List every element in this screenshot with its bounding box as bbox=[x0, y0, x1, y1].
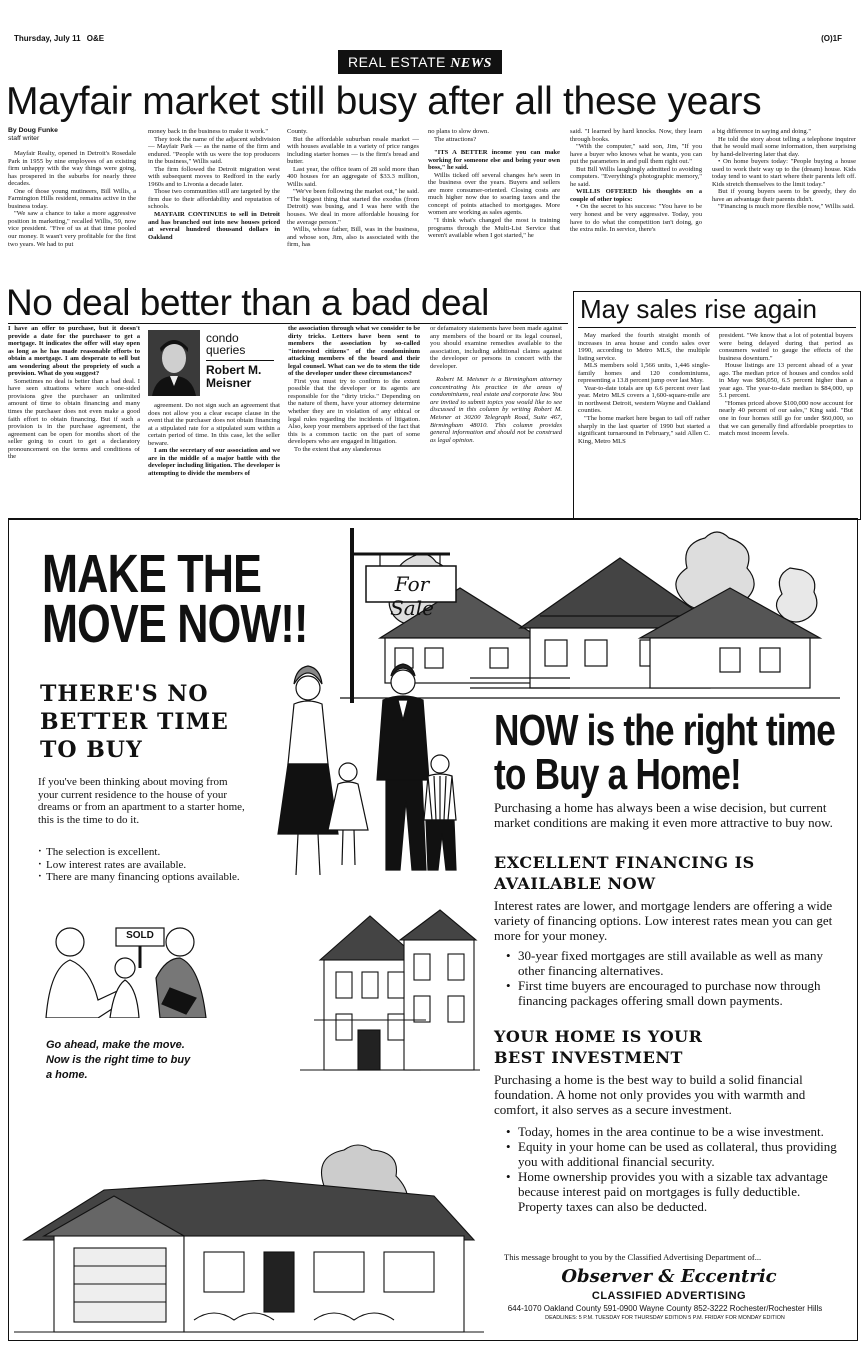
brand-name: Observer & Eccentric bbox=[561, 1266, 777, 1287]
caption-line: Now is the right time to buy bbox=[46, 1054, 191, 1066]
bullet-item: • Equity in your home can be used as collateral, thus providing you with additional financial security. bbox=[504, 1139, 844, 1169]
headline-line: BETTER TIME bbox=[40, 709, 229, 735]
byline bbox=[8, 127, 58, 143]
financing-heading bbox=[494, 852, 755, 894]
sold-sign-text: SOLD bbox=[126, 930, 154, 941]
question: the association through what we consider to be dirty tricks. Letters have been sent to members the association by so-called "interested citizens" of the condominium attacking members of the board and their legal counsel. What can we do to stem the tide of the developer under these circumstances? bbox=[288, 325, 420, 378]
family-illustration bbox=[258, 660, 478, 890]
mayfair-column-3 bbox=[287, 128, 419, 274]
paragraph: But Bill Willis laughingly admitted to avoiding computers. "Everything's photographic memory," he said. bbox=[570, 165, 702, 188]
paragraph: MLS members sold 1,566 units, 1,446 single-family homes and 120 condominiums, representing a 13.8 percent jump over last May. bbox=[578, 362, 710, 385]
mayfair-column-4 bbox=[428, 128, 560, 274]
paragraph: MAYFAIR CONTINUES to sell in Detroit and has branched out into new houses priced at several hundred thousand dollars in Oakland bbox=[148, 211, 280, 241]
financing-text: Interest rates are lower, and mortgage lenders are offering a wide variety of financing options. Low interest rates mean you can get more for your money. bbox=[494, 898, 833, 943]
sponsor-message: This message brought to you by the Classified Advertising Department of... bbox=[504, 1252, 762, 1262]
left-ad-caption bbox=[46, 1038, 190, 1083]
bullet-item: • 30-year fixed mortgages are still available as well as many other financing alternatives. bbox=[504, 948, 844, 978]
headline-may-sales: May sales rise again bbox=[580, 294, 817, 324]
paragraph: "Financing is much more flexible now," Willis said. bbox=[718, 203, 855, 211]
columnist-photo bbox=[148, 330, 200, 396]
paragraph: He told the story about telling a telephone inquirer that he would mail some information, then surprising by hand-delivering later that day. bbox=[712, 135, 856, 158]
banner-label-news: NEWS bbox=[450, 56, 492, 71]
paragraph: "With the computer," said son, Jim, "If you have a buyer who knows what he wants, you can put the parameters in and pull them right out." bbox=[570, 143, 702, 166]
headline-line: TO BUY bbox=[40, 737, 143, 763]
paragraph: agreement. Do not sign such an agreement that does not allow you a clear escape clause in the event that the purchaser does not obtain financing at a stipulated rate for a stipulated sum within a certain period of time. In this case, let the seller beware. bbox=[148, 402, 280, 447]
condo-column-2 bbox=[148, 402, 280, 513]
left-ad-intro: If you've been thinking about moving from your current residence to the house of your dreams or from an apartment to a starter home, this is the time to do it. bbox=[38, 776, 245, 826]
paragraph: or defamatory statements have been made against any members of the board or its legal counsel, you should examine remedies available to the association, including additional claims against the developer or persons in concert with the developer. bbox=[430, 325, 562, 370]
paragraph: To the extent that any slanderous bbox=[294, 445, 381, 453]
for-sale-sign-text: For Sale bbox=[390, 572, 434, 620]
paragraph: WILLIS OFFERED his thoughts on a couple of other topics: bbox=[570, 188, 702, 203]
paragraph: Willis, whose father, Bill, was in the business, and whose son, Jim, also is associated with the firm, has bbox=[287, 226, 419, 249]
paragraph: "Homes priced above $100,000 now account for nearly 40 percent of our sales," King said. "But one in four homes still go for under $60,000, so that we can generally find affordable proeprties to match most inceem levels. bbox=[719, 399, 853, 438]
right-ad-headline-1: NOW is the right time bbox=[494, 706, 836, 755]
paragraph: Those two communities still are targeted by the firm due to their affordability and reputation of schools. bbox=[148, 188, 280, 211]
ranch-house-icon bbox=[14, 1140, 484, 1336]
condo-column-1 bbox=[8, 325, 140, 513]
mayfair-column-5 bbox=[570, 128, 702, 274]
paragraph: a big difference in saying and doing." bbox=[712, 128, 812, 135]
paragraph: "We saw a chance to take a more aggressive position in marketing," recalled Willis, 59, now vice president. "Five of us at that time pooled our money. It wasn't very profitable for the first two years. We had to put bbox=[8, 210, 136, 248]
bullet-item: • Today, homes in the area continue to be a wise investment. bbox=[504, 1124, 844, 1139]
paragraph: "ITS A BETTER income you can make working for someone else and being your own boss," he said. bbox=[428, 149, 560, 172]
caption-line: Go ahead, make the move. bbox=[46, 1039, 185, 1051]
left-ad-bullets bbox=[38, 846, 250, 884]
author-bio: Robert M. Meisner is a Birmingham attorney concentrating his practice in the areas of condominiums, real estate and corporate law. You are invited to submit topics you would like to see discussed in this column by writing Robert M. Meisner at 30200 Telegraph Road, Suite 467, Birmingham 48010. This column provides general information and should not be construed as legal opinion. bbox=[430, 376, 562, 444]
banner-label: REAL ESTATE bbox=[348, 54, 446, 70]
date-line bbox=[14, 34, 104, 43]
heading-line: EXCELLENT FINANCING IS bbox=[494, 853, 755, 872]
page-number: (O)1F bbox=[821, 34, 842, 43]
paragraph: Mayfair Realty, opened in Detroit's Rosedale Park in 1955 by nine employees of an existing firm unhappy with the way things were going, has prospered in the suburbs for nearly three decades. bbox=[8, 150, 136, 188]
paragraph: Year-to-date totals are up 6.6 percent over last year. Metro MLS covers a 1,600-square-mile are in northwest Detroit, western Wayne and Oakland counties. bbox=[578, 384, 710, 415]
paragraph: Sometimes no deal is better than a bad deal. I have seen situations where such one-sided provisions give the purchaser an unlimited amount of time to obtain financing and many times the purchaser does not even make a good faith effort to obtain financing. But if such a provision is in the purchase agreement, the agreement can be open for months short of the seller going to court to get a declaratory pronouncement on the terms and conditions of the bbox=[8, 377, 140, 461]
investment-bullets bbox=[504, 1124, 844, 1214]
author-name: Robert M. bbox=[206, 363, 262, 377]
mayfair-column-6 bbox=[712, 128, 856, 274]
family-icon bbox=[258, 660, 478, 890]
condo-column-4 bbox=[430, 325, 562, 513]
paragraph: May marked the fourth straight month of increases in area house and condo sales over 1990, according to Metro MLS, the multiple listing service. bbox=[578, 332, 710, 362]
victorian-house-illustration bbox=[300, 900, 480, 1080]
financing-bullets bbox=[504, 948, 844, 1008]
headline-line: THERE'S NO bbox=[40, 681, 209, 707]
ad-title-line-2: MOVE NOW!! bbox=[42, 594, 308, 654]
paragraph: But the affordable suburban resale market — with houses available in a variety of price ranges including starter homes — is the firm's bread and butter. bbox=[287, 135, 419, 166]
caption-line: a home. bbox=[46, 1069, 88, 1081]
paragraph: no plans to slow down. bbox=[428, 128, 489, 135]
headline-mayfair: Mayfair market still busy after all these years bbox=[6, 80, 762, 123]
mayfair-column-2 bbox=[148, 128, 280, 274]
investment-text: Purchasing a home is the best way to build a solid financial foundation. A home not only provides you with warmth and comfort, it also serves as a secure investment. bbox=[494, 1072, 806, 1117]
byline-role: staff writer bbox=[8, 135, 40, 142]
headline-no-deal: No deal better than a bad deal bbox=[6, 282, 489, 323]
condo-column-3 bbox=[288, 325, 420, 513]
paragraph: president. "We know that a lot of potential buyers were being delayed during that period as consumers waited to gauge the effects of the business downturn." bbox=[719, 332, 853, 362]
ranch-house-illustration bbox=[14, 1140, 484, 1336]
paragraph: The firm followed the Detroit migration west with subsequent moves to Redford in the early 1960s and to Livonia a decade later. bbox=[148, 165, 280, 188]
paragraph: said. "I learned by hard knocks. Now, they learn through books. bbox=[570, 128, 702, 143]
paragraph: House listings are 13 percent ahead of a year ago. The median price of houses and condos sold in May was $86,050, 6.5 percent higher than a year ago. The year-to-date median is $84,000, up 5.1 percent. bbox=[719, 362, 853, 400]
author-name: Meisner bbox=[206, 376, 252, 390]
bullet-item: · There are many financing options available. bbox=[38, 871, 250, 884]
investment-heading bbox=[494, 1026, 702, 1068]
portrait-icon bbox=[148, 330, 200, 396]
question: I am the secretary of our association and we are in the middle of a major battle with the developer including litigation. The developer is attempting to divide the members of bbox=[148, 447, 280, 477]
issue-date: Thursday, July 11 bbox=[14, 34, 81, 43]
divider bbox=[206, 360, 274, 361]
phone-numbers: 644-1070 Oakland County 591-0900 Wayne County 852-3222 Rochester/Rochester Hills bbox=[507, 1304, 823, 1313]
handshake-icon bbox=[30, 908, 230, 1018]
column-name: condo bbox=[206, 331, 239, 345]
paragraph: County. bbox=[287, 128, 308, 135]
deadlines: DEADLINES: 5 P.M. TUESDAY FOR THURSDAY EDITION 5 P.M. FRIDAY FOR MONDAY EDITION bbox=[545, 1315, 785, 1321]
paragraph: "I think what's changed the most is training programs through the Multi-List Service that weren't available when I got started," he bbox=[428, 217, 560, 240]
paragraph: One of those young mutineers, Bill Willis, a Farmington Hills resident, remains active in the business today. bbox=[8, 187, 136, 210]
mayfair-column-1 bbox=[8, 150, 136, 274]
bullet-item: · The selection is excellent. bbox=[38, 846, 250, 859]
bullet-item: • Home ownership provides you with a sizable tax advantage because interest paid on mortgages is fully deductible. Property taxes can also be deducted. bbox=[504, 1169, 844, 1214]
columnist-box bbox=[148, 330, 280, 398]
section-name: O&E bbox=[86, 34, 105, 43]
heading-line: AVAILABLE NOW bbox=[494, 874, 656, 893]
divider bbox=[8, 323, 568, 324]
left-ad-headline bbox=[40, 680, 229, 764]
paragraph: But if young buyers seem to be greedy, they do have an advantage their parents didn't. bbox=[712, 188, 856, 203]
paragraph: money back in the business to make it work." bbox=[148, 128, 269, 135]
byline-name: By Doug Funke bbox=[8, 127, 58, 134]
section-banner bbox=[338, 50, 502, 74]
question: I have an offer to purchase, but it doesn't provide a date for the purchaser to get a mortgage. It indicates the offer will stay open as long as he has made reasonable efforts to obtain a mortgage. I am desperate to sell but am wondering about the propriety of such a provision. What do you suggest? bbox=[8, 325, 140, 378]
paragraph: • On home buyers today: "People buying a house used to work their way up to the (dream) house. Kids today tend to want to start where their parents left off. Kids stretch themselves to the limit today." bbox=[712, 158, 856, 188]
paragraph: Last year, the office team of 28 sold more than 400 houses for an aggregate of $33.3 million, Willis said. bbox=[287, 165, 419, 188]
sales-column-2 bbox=[719, 332, 853, 512]
paragraph: • On the secret to his success: "You have to be very honest and be very aggressive. Today, you have to do what the competition isn't doing, go the extra mile. In service, there's bbox=[570, 203, 702, 234]
paragraph: First you must try to confirm to the extent possible that the developer or its agents are responsible for the "dirty tricks." Depending on the nature of them, have your attorney determine whether they are in violation of any ethical or legal rules regarding the incidents of litigation. Also, keep your members apprised of the fact that this is a common tactic on the part of some developers who are engaged in litigation. bbox=[288, 377, 420, 446]
brand-subtitle: CLASSIFIED ADVERTISING bbox=[591, 1290, 747, 1302]
paragraph: "We've been following the market out," he said. "The biggest thing that started the exodus (from Detroit) was busing, and I was here with the houses. We deal in more affordable housing for the average person." bbox=[287, 188, 419, 226]
heading-line: BEST INVESTMENT bbox=[494, 1048, 683, 1067]
paragraph: They took the name of the adjacent subdivision — Mayfair Park — as the name of the firm and endured. "People with us were the top producers in the business," Willis said. bbox=[148, 135, 280, 166]
paragraph: "The home market here began to tail off rather sharply in the last quarter of 1990 but started a significant turnaround in February," said Allen C. King, Metro MLS bbox=[578, 415, 710, 445]
sales-column-1 bbox=[578, 332, 710, 512]
right-ad-intro: Purchasing a home has always been a wise decision, but current market conditions are making it even more attractive to buy now. bbox=[494, 800, 833, 830]
victorian-house-icon bbox=[300, 900, 480, 1080]
ad-title-line-1: MAKE THE bbox=[42, 544, 262, 604]
paragraph: The attractions? bbox=[434, 135, 477, 143]
bullet-item: • First time buyers are encouraged to purchase now through financing packages offering small down payments. bbox=[504, 978, 844, 1008]
handshake-illustration bbox=[30, 908, 230, 1018]
right-ad-headline-2: to Buy a Home! bbox=[494, 750, 741, 799]
bullet-item: · Low interest rates are available. bbox=[38, 859, 250, 872]
divider bbox=[578, 327, 856, 328]
heading-line: YOUR HOME IS YOUR bbox=[494, 1027, 703, 1046]
column-name: queries bbox=[206, 343, 246, 357]
paragraph: Willis ticked off several changes he's seen in the business over the years. Buyers and sellers are more consumer-oriented. Closing costs are much higher now due to soaring taxes and the concept of points attached to mortgages. More women are working as sales agents. bbox=[428, 171, 560, 217]
